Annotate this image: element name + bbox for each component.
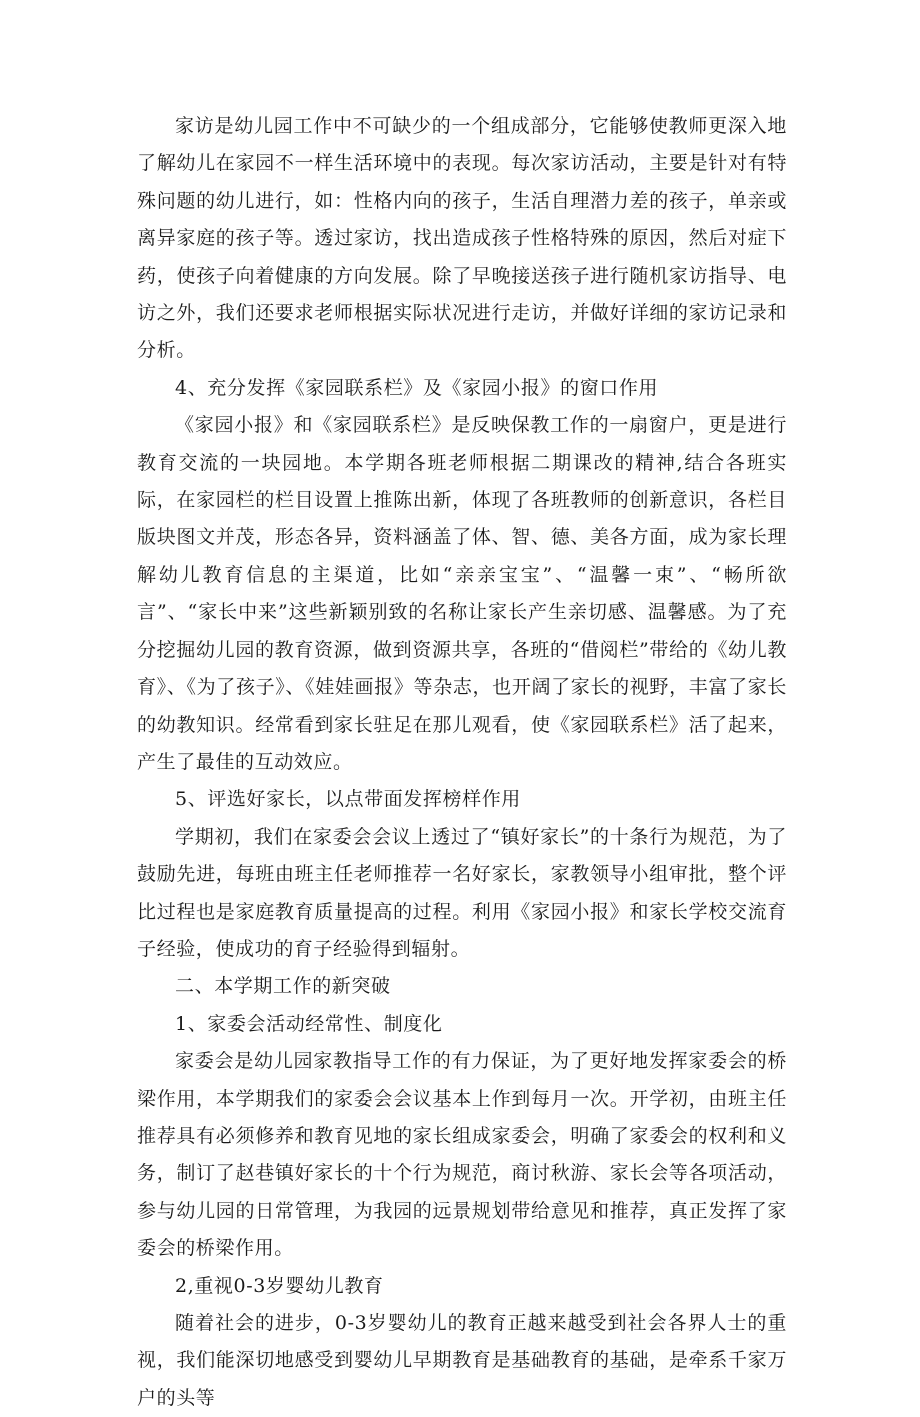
paragraph-newsletter: 《家园小报》和《家园联系栏》是反映保教工作的一扇窗户，更是进行教育交流的一块园地。本学期各班老师根据二期课改的精神,结合各班实际，在家园栏的栏目设置上推陈出新，体现了各班教师的创新意识，各栏目版块图文并茂，形态各异，资料涵盖了体、智、德、美各方面，成为家长理解幼儿教育信息的主渠道，比如“亲亲宝宝”、“温馨一束”、“畅所欲言”、“家长中来”这些新颖别致的名称让家长产生亲切感、温馨感。为了充分挖掘幼儿园的教育资源，做到资源共享，各班的“借阅栏”带给的《幼儿教育》、《为了孩子》、《娃娃画报》等杂志，也开阔了家长的视野，丰富了家长的幼教知识。经常看到家长驻足在那儿观看，使《家园联系栏》活了起来，产生了最佳的互动效应。: [137, 414, 787, 773]
paragraph-home-visits: 家访是幼儿园工作中不可缺少的一个组成部分，它能够使教师更深入地了解幼儿在家园不一样生活环境中的表现。每次家访活动，主要是针对有特殊问题的幼儿进行，如：性格内向的孩子，生活自理潜力差的孩子，单亲或离异家庭的孩子等。透过家访，找出造成孩子性格特殊的原因，然后对症下药，使孩子向着健康的方向发展。除了早晚接送孩子进行随机家访指导、电访之外，我们还要求老师根据实际状况进行走访，并做好详细的家访记录和分析。: [137, 115, 787, 362]
paragraph-parent-committee: 家委会是幼儿园家教指导工作的有力保证，为了更好地发挥家委会的桥梁作用，本学期我们的家委会会议基本上作到每月一次。开学初，由班主任推荐具有必须修养和教育见地的家长组成家委会，明确了家委会的权利和义务，制订了赵巷镇好家长的十个行为规范，商讨秋游、家长会等各项活动，参与幼儿园的日常管理，为我园的远景规划带给意见和推荐，真正发挥了家委会的桥梁作用。: [137, 1050, 787, 1260]
paragraph-infant-education: 随着社会的进步，0-3岁婴幼儿的教育正越来越受到社会各界人士的重视，我们能深切地感受到婴幼儿早期教育是基础教育的基础，是牵系千家万户的头等: [137, 1312, 787, 1409]
heading-good-parents: 5、评选好家长，以点带面发挥榜样作用: [175, 788, 521, 811]
heading-window-role: 4、充分发挥《家园联系栏》及《家园小报》的窗口作用: [175, 376, 659, 399]
paragraph-good-parents: 学期初，我们在家委会会议上透过了“镇好家长”的十条行为规范，为了鼓励先进，每班由班主任老师推荐一名好家长，家教领导小组审批，整个评比过程也是家庭教育质量提高的过程。利用《家园小报》和家长学校交流育子经验，使成功的育子经验得到辐射。: [137, 825, 787, 960]
document-page: [137, 108, 787, 1417]
section-heading-new-breakthroughs: 二、本学期工作的新突破: [175, 975, 391, 998]
heading-infant-education: 2,重视0-3岁婴幼儿教育: [175, 1274, 384, 1297]
heading-parent-committee: 1、家委会活动经常性、制度化: [175, 1012, 443, 1035]
